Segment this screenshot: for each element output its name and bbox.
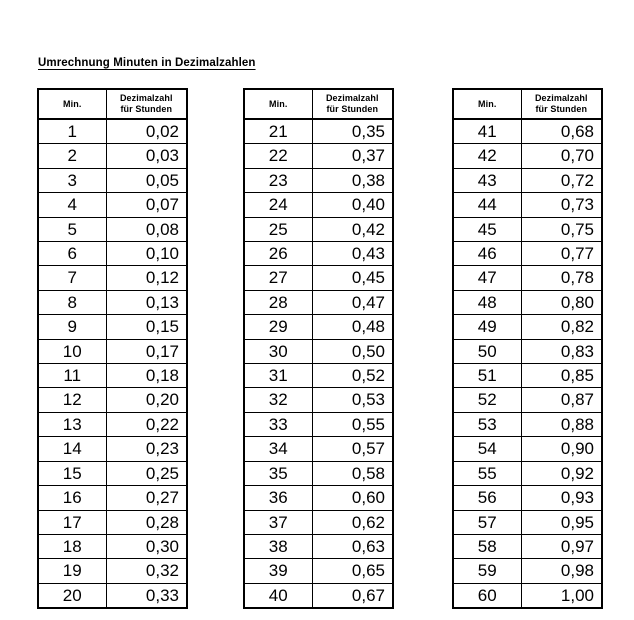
table-row — [38, 388, 187, 412]
table-row — [453, 193, 602, 217]
minutes-value: 14 — [38, 437, 106, 461]
decimal-value: 0,70 — [521, 144, 602, 168]
table-row — [453, 339, 602, 363]
table-row — [453, 119, 602, 144]
table-row — [244, 461, 393, 485]
table-row — [453, 486, 602, 510]
minutes-value: 15 — [38, 461, 106, 485]
minutes-value: 21 — [244, 119, 312, 144]
table-header-row — [453, 89, 602, 119]
table-row — [453, 437, 602, 461]
minutes-value: 7 — [38, 266, 106, 290]
table-row — [38, 486, 187, 510]
decimal-value: 0,77 — [521, 242, 602, 266]
minutes-decimal-table-0 — [37, 88, 188, 609]
minutes-value: 60 — [453, 583, 521, 608]
column-header-decimal-line2: für Stunden — [326, 104, 379, 114]
decimal-value: 0,93 — [521, 486, 602, 510]
minutes-value: 24 — [244, 193, 312, 217]
decimal-value: 0,12 — [106, 266, 187, 290]
table-row — [244, 290, 393, 314]
column-header-decimal-hours — [312, 89, 393, 119]
minutes-value: 43 — [453, 168, 521, 192]
minutes-value: 1 — [38, 119, 106, 144]
table-row — [38, 534, 187, 558]
table-row — [244, 510, 393, 534]
table-row — [453, 168, 602, 192]
decimal-value: 0,20 — [106, 388, 187, 412]
decimal-value: 0,95 — [521, 510, 602, 534]
decimal-value: 0,72 — [521, 168, 602, 192]
decimal-value: 0,18 — [106, 364, 187, 388]
table-row — [453, 559, 602, 583]
minutes-value: 35 — [244, 461, 312, 485]
decimal-value: 0,97 — [521, 534, 602, 558]
table-row — [38, 290, 187, 314]
minutes-value: 30 — [244, 339, 312, 363]
minutes-value: 13 — [38, 412, 106, 436]
decimal-value: 0,60 — [312, 486, 393, 510]
table-row — [453, 583, 602, 608]
decimal-value: 0,45 — [312, 266, 393, 290]
page-title: Umrechnung Minuten in Dezimalzahlen — [38, 57, 256, 69]
column-header-decimal-hours — [106, 89, 187, 119]
minutes-value: 50 — [453, 339, 521, 363]
minutes-value: 38 — [244, 534, 312, 558]
decimal-value: 0,23 — [106, 437, 187, 461]
table-row — [38, 119, 187, 144]
table-row — [38, 242, 187, 266]
decimal-value: 0,63 — [312, 534, 393, 558]
table-row — [453, 364, 602, 388]
decimal-value: 0,98 — [521, 559, 602, 583]
decimal-value: 0,48 — [312, 315, 393, 339]
minutes-value: 51 — [453, 364, 521, 388]
decimal-value: 0,28 — [106, 510, 187, 534]
table-row — [244, 583, 393, 608]
minutes-value: 47 — [453, 266, 521, 290]
decimal-value: 0,87 — [521, 388, 602, 412]
table-row — [38, 315, 187, 339]
table-row — [38, 510, 187, 534]
table-row — [453, 534, 602, 558]
minutes-value: 48 — [453, 290, 521, 314]
decimal-value: 0,55 — [312, 412, 393, 436]
decimal-value: 0,02 — [106, 119, 187, 144]
minutes-value: 58 — [453, 534, 521, 558]
table-row — [38, 559, 187, 583]
decimal-value: 0,27 — [106, 486, 187, 510]
minutes-value: 2 — [38, 144, 106, 168]
column-header-decimal-line2: für Stunden — [120, 104, 173, 114]
decimal-value: 0,67 — [312, 583, 393, 608]
decimal-value: 0,85 — [521, 364, 602, 388]
table-row — [453, 510, 602, 534]
minutes-value: 56 — [453, 486, 521, 510]
minutes-value: 16 — [38, 486, 106, 510]
minutes-value: 37 — [244, 510, 312, 534]
table-row — [38, 144, 187, 168]
table-row — [38, 412, 187, 436]
decimal-value: 0,43 — [312, 242, 393, 266]
decimal-value: 0,38 — [312, 168, 393, 192]
table-row — [244, 217, 393, 241]
minutes-value: 34 — [244, 437, 312, 461]
minutes-value: 25 — [244, 217, 312, 241]
table-row — [453, 388, 602, 412]
decimal-value: 0,62 — [312, 510, 393, 534]
table-row — [38, 437, 187, 461]
decimal-value: 0,13 — [106, 290, 187, 314]
decimal-value: 0,05 — [106, 168, 187, 192]
minutes-value: 36 — [244, 486, 312, 510]
minutes-value: 8 — [38, 290, 106, 314]
table-row — [244, 168, 393, 192]
decimal-value: 0,80 — [521, 290, 602, 314]
table-row — [244, 559, 393, 583]
decimal-value: 0,33 — [106, 583, 187, 608]
table-row — [244, 412, 393, 436]
table-row — [244, 266, 393, 290]
decimal-value: 0,30 — [106, 534, 187, 558]
table-row — [38, 168, 187, 192]
minutes-value: 31 — [244, 364, 312, 388]
decimal-value: 0,15 — [106, 315, 187, 339]
minutes-value: 3 — [38, 168, 106, 192]
minutes-value: 19 — [38, 559, 106, 583]
minutes-value: 28 — [244, 290, 312, 314]
table-row — [38, 339, 187, 363]
decimal-value: 0,50 — [312, 339, 393, 363]
minutes-value: 54 — [453, 437, 521, 461]
table-row — [244, 119, 393, 144]
table-row — [38, 266, 187, 290]
decimal-value: 0,32 — [106, 559, 187, 583]
decimal-value: 0,78 — [521, 266, 602, 290]
table-row — [453, 315, 602, 339]
minutes-value: 53 — [453, 412, 521, 436]
decimal-value: 0,90 — [521, 437, 602, 461]
minutes-value: 41 — [453, 119, 521, 144]
decimal-value: 0,22 — [106, 412, 187, 436]
minutes-value: 57 — [453, 510, 521, 534]
table-row — [244, 144, 393, 168]
minutes-value: 59 — [453, 559, 521, 583]
decimal-value: 0,82 — [521, 315, 602, 339]
decimal-value: 0,42 — [312, 217, 393, 241]
decimal-value: 0,52 — [312, 364, 393, 388]
decimal-value: 0,53 — [312, 388, 393, 412]
table-row — [38, 217, 187, 241]
decimal-value: 0,73 — [521, 193, 602, 217]
column-header-decimal-line1: Dezimalzahl — [534, 93, 588, 103]
table-row — [244, 534, 393, 558]
column-header-decimal-line1: Dezimalzahl — [325, 93, 379, 103]
decimal-value: 0,83 — [521, 339, 602, 363]
table-header-row — [244, 89, 393, 119]
minutes-value: 9 — [38, 315, 106, 339]
column-header-decimal-hours — [521, 89, 602, 119]
decimal-value: 0,65 — [312, 559, 393, 583]
minutes-value: 22 — [244, 144, 312, 168]
table-row — [38, 583, 187, 608]
minutes-value: 40 — [244, 583, 312, 608]
decimal-value: 0,25 — [106, 461, 187, 485]
table-header-row — [38, 89, 187, 119]
table-row — [244, 315, 393, 339]
table-row — [453, 412, 602, 436]
column-header-minutes: Min. — [38, 89, 106, 119]
column-header-minutes: Min. — [453, 89, 521, 119]
minutes-decimal-table-2 — [452, 88, 603, 609]
minutes-value: 17 — [38, 510, 106, 534]
table-row — [244, 364, 393, 388]
column-header-minutes: Min. — [244, 89, 312, 119]
minutes-value: 4 — [38, 193, 106, 217]
table-row — [453, 266, 602, 290]
decimal-value: 1,00 — [521, 583, 602, 608]
table-row — [38, 364, 187, 388]
minutes-value: 44 — [453, 193, 521, 217]
table-row — [38, 193, 187, 217]
column-header-decimal-line2: für Stunden — [535, 104, 588, 114]
minutes-value: 26 — [244, 242, 312, 266]
minutes-value: 6 — [38, 242, 106, 266]
minutes-value: 5 — [38, 217, 106, 241]
table-row — [244, 242, 393, 266]
minutes-value: 20 — [38, 583, 106, 608]
minutes-value: 29 — [244, 315, 312, 339]
conversion-tables-container — [0, 88, 634, 605]
decimal-value: 0,75 — [521, 217, 602, 241]
table-row — [453, 242, 602, 266]
decimal-value: 0,37 — [312, 144, 393, 168]
minutes-value: 32 — [244, 388, 312, 412]
minutes-value: 33 — [244, 412, 312, 436]
minutes-value: 39 — [244, 559, 312, 583]
table-row — [38, 461, 187, 485]
table-row — [244, 388, 393, 412]
table-row — [453, 144, 602, 168]
column-header-decimal-line1: Dezimalzahl — [119, 93, 173, 103]
table-row — [453, 461, 602, 485]
decimal-value: 0,68 — [521, 119, 602, 144]
decimal-value: 0,58 — [312, 461, 393, 485]
table-row — [453, 290, 602, 314]
decimal-value: 0,10 — [106, 242, 187, 266]
table-row — [244, 339, 393, 363]
decimal-value: 0,40 — [312, 193, 393, 217]
decimal-value: 0,88 — [521, 412, 602, 436]
minutes-value: 52 — [453, 388, 521, 412]
decimal-value: 0,17 — [106, 339, 187, 363]
decimal-value: 0,03 — [106, 144, 187, 168]
table-row — [244, 437, 393, 461]
minutes-value: 27 — [244, 266, 312, 290]
decimal-value: 0,92 — [521, 461, 602, 485]
table-row — [244, 486, 393, 510]
decimal-value: 0,35 — [312, 119, 393, 144]
minutes-value: 18 — [38, 534, 106, 558]
table-row — [453, 217, 602, 241]
minutes-value: 55 — [453, 461, 521, 485]
minutes-value: 45 — [453, 217, 521, 241]
minutes-decimal-table-1 — [243, 88, 394, 609]
minutes-value: 49 — [453, 315, 521, 339]
table-row — [244, 193, 393, 217]
decimal-value: 0,57 — [312, 437, 393, 461]
minutes-value: 10 — [38, 339, 106, 363]
decimal-value: 0,47 — [312, 290, 393, 314]
minutes-value: 46 — [453, 242, 521, 266]
decimal-value: 0,08 — [106, 217, 187, 241]
minutes-value: 11 — [38, 364, 106, 388]
minutes-value: 42 — [453, 144, 521, 168]
decimal-value: 0,07 — [106, 193, 187, 217]
minutes-value: 12 — [38, 388, 106, 412]
minutes-value: 23 — [244, 168, 312, 192]
